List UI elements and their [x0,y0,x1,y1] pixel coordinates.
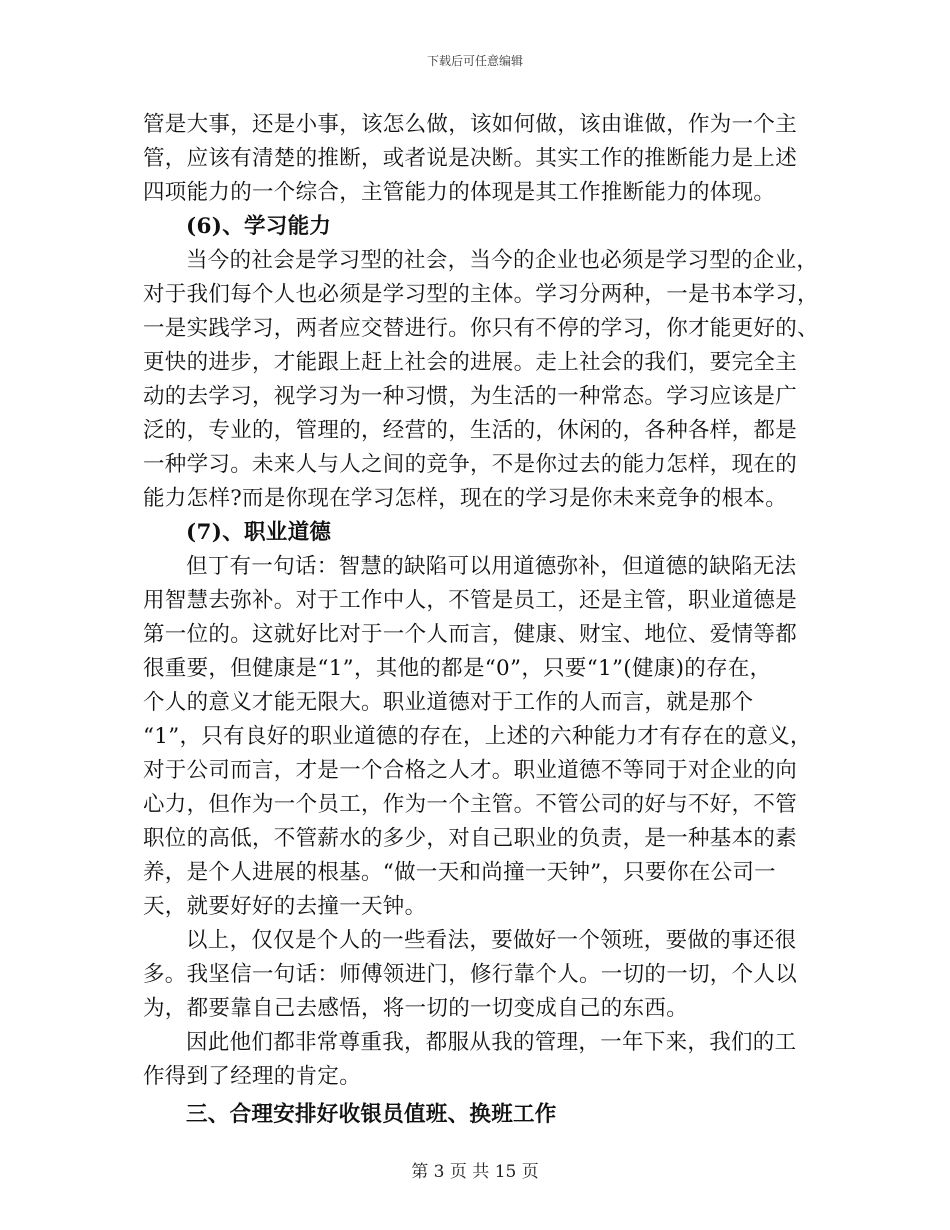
paragraph-line: 对于我们每个人也必须是学习型的主体。学习分两种，一是书本学习， [143,282,819,307]
section-heading-cashier-shifts: 三、合理安排好收银员值班、换班工作 [186,1102,557,1127]
paragraph-line: 能力怎样?而是你现在学习怎样，现在的学习是你未来竞争的根本。 [143,486,788,511]
paragraph-line: 心力，但作为一个员工，作为一个主管。不管公司的好与不好，不管 [143,792,798,817]
paragraph-line: 多。我坚信一句话：师傅领进门，修行靠个人。一切的一切，个人以 [143,962,798,987]
paragraph-line: 当今的社会是学习型的社会，当今的企业也必须是学习型的企业， [186,248,819,273]
document-body [143,108,823,1132]
paragraph-line: 动的去学习，视学习为一种习惯，为生活的一种常态。学习应该是广 [143,384,798,409]
page-header: 下载后可任意编辑 [426,54,523,68]
paragraph-line: 个人的意义才能无限大。职业道德对于工作的人而言，就是那个 [143,690,754,715]
paragraph-line: 更快的进步，才能跟上赶上社会的进展。走上社会的我们，要完全主 [143,350,798,375]
paragraph-line: 很重要，但健康是“1”，其他的都是“0”，只要“1”(健康)的存在， [143,656,772,681]
paragraph-line: 第一位的。这就好比对于一个人而言，健康、财宝、地位、爱情等都 [143,622,798,647]
paragraph-line: 为，都要靠自己去感悟，将一切的一切变成自己的东西。 [143,996,689,1021]
page-number: 第 3 页 共 15 页 [411,1162,539,1182]
paragraph-line: 四项能力的一个综合，主管能力的体现是其工作推断能力的体现。 [143,180,776,205]
paragraph-line: 天，就要好好的去撞一天钟。 [143,894,427,919]
subheading-learning-ability: (6)、学习能力 [186,214,332,239]
paragraph-line: 职位的高低，不管薪水的多少，对自己职业的负责，是一种基本的素 [143,826,798,851]
paragraph-line: 对于公司而言，才是一个合格之人才。职业道德不等同于对企业的向 [143,758,798,783]
paragraph-line: 一是实践学习，两者应交替进行。你只有不停的学习，你才能更好的、 [143,316,819,341]
paragraph-line: 泛的，专业的，管理的，经营的，生活的，休闲的，各种各样，都是 [143,418,798,443]
paragraph-line: 用智慧去弥补。对于工作中人，不管是员工，还是主管，职业道德是 [143,588,798,613]
paragraph-line: 养，是个人进展的根基。“做一天和尚撞一天钟”，只要你在公司一 [143,860,776,885]
subheading-professional-ethics: (7)、职业道德 [186,520,332,545]
paragraph-line: 管是大事，还是小事，该怎么做，该如何做，该由谁做，作为一个主 [143,112,798,137]
paragraph-line: “1”，只有良好的职业道德的存在，上述的六种能力才有存在的意义， [143,724,812,749]
paragraph-line: 管，应该有清楚的推断，或者说是决断。其实工作的推断能力是上述 [143,146,798,171]
paragraph-line: 以上，仅仅是个人的一些看法，要做好一个领班，要做的事还很 [186,928,797,953]
paragraph-line: 作得到了经理的肯定。 [143,1064,362,1089]
paragraph-line: 但丁有一句话：智慧的缺陷可以用道德弥补，但道德的缺陷无法 [186,554,797,579]
paragraph-line: 因此他们都非常尊重我，都服从我的管理，一年下来，我们的工 [186,1030,797,1055]
paragraph-line: 一种学习。未来人与人之间的竞争，不是你过去的能力怎样，现在的 [143,452,798,477]
